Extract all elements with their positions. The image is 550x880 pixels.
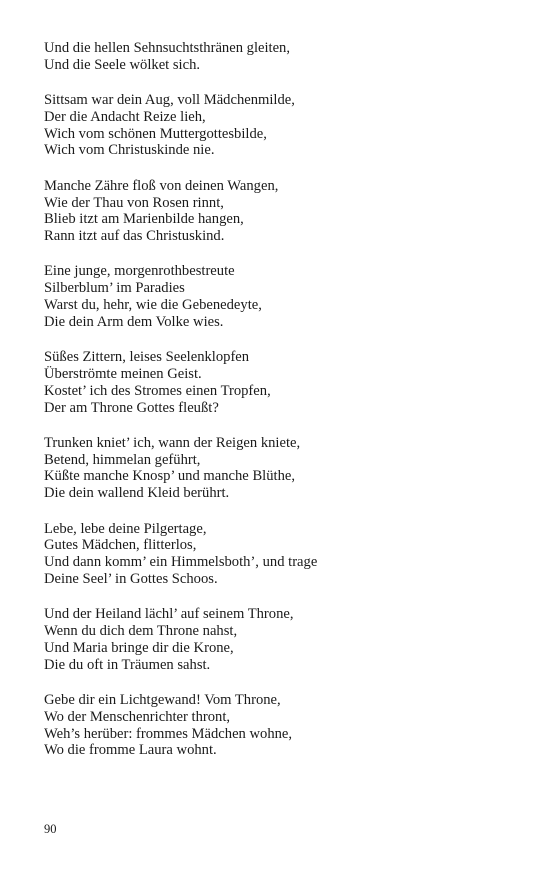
- verse-line: Und dann komm’ ein Himmelsboth’, und trage: [44, 554, 318, 571]
- verse-line: Weh’s herüber: frommes Mädchen wohne,: [44, 725, 293, 742]
- verse-line: Wo der Menschenrichter thront,: [44, 708, 231, 725]
- stanza-9: [44, 692, 514, 759]
- page-number: 90: [44, 822, 57, 836]
- verse-line: Süßes Zittern, leises Seelenklopfen: [44, 349, 250, 366]
- verse-line: Und die Seele wölket sich.: [44, 56, 201, 73]
- stanza-8: [44, 606, 514, 673]
- verse-line: Manche Zähre floß von deinen Wangen,: [44, 177, 279, 194]
- stanza-7: [44, 521, 514, 588]
- verse-line: Wo die fromme Laura wohnt.: [44, 742, 217, 759]
- stanza-1: [44, 40, 514, 74]
- verse-line: Lebe, lebe deine Pilgertage,: [44, 520, 207, 537]
- verse-line: Deine Seel’ in Gottes Schoos.: [44, 570, 218, 587]
- stanza-3: [44, 178, 514, 245]
- verse-line: Die du oft in Träumen sahst.: [44, 656, 211, 673]
- stanza-6: [44, 435, 514, 502]
- verse-line: Blieb itzt am Marienbilde hangen,: [44, 211, 244, 228]
- verse-line: Gebe dir ein Lichtgewand! Vom Throne,: [44, 691, 281, 708]
- verse-line: Gutes Mädchen, flitterlos,: [44, 537, 197, 554]
- verse-line: Warst du, hehr, wie die Gebenedeyte,: [44, 297, 262, 314]
- verse-line: Silberblum’ im Paradies: [44, 280, 185, 297]
- verse-line: Küßte manche Knosp’ und manche Blüthe,: [44, 468, 296, 485]
- verse-line: Betend, himmelan geführt,: [44, 451, 201, 468]
- verse-line: Die dein Arm dem Volke wies.: [44, 313, 224, 330]
- verse-line: Wenn du dich dem Throne nahst,: [44, 623, 238, 640]
- poem-text: [44, 40, 514, 778]
- verse-line: Und der Heiland lächl’ auf seinem Throne,: [44, 606, 294, 623]
- verse-line: Und Maria bringe dir die Krone,: [44, 639, 234, 656]
- verse-line: Wie der Thau von Rosen rinnt,: [44, 194, 224, 211]
- verse-line: Wich vom Christuskinde nie.: [44, 142, 215, 159]
- verse-line: Und die hellen Sehnsuchtsthränen gleiten,: [44, 40, 291, 56]
- stanza-2: [44, 92, 514, 159]
- verse-line: Eine junge, morgenrothbestreute: [44, 263, 235, 280]
- verse-line: Kostet’ ich des Stromes einen Tropfen,: [44, 382, 271, 399]
- verse-line: Der am Throne Gottes fleußt?: [44, 399, 219, 416]
- verse-line: Der die Andacht Reize lieh,: [44, 108, 206, 125]
- verse-line: Die dein wallend Kleid berührt.: [44, 485, 230, 502]
- verse-line: Sittsam war dein Aug, voll Mädchenmilde,: [44, 92, 295, 109]
- verse-line: Überströmte meinen Geist.: [44, 365, 202, 382]
- verse-line: Rann itzt auf das Christuskind.: [44, 228, 225, 245]
- stanza-5: [44, 349, 514, 416]
- verse-line: Wich vom schönen Muttergottesbilde,: [44, 125, 267, 142]
- stanza-4: [44, 263, 514, 330]
- verse-line: Trunken kniet’ ich, wann der Reigen kniete,: [44, 434, 301, 451]
